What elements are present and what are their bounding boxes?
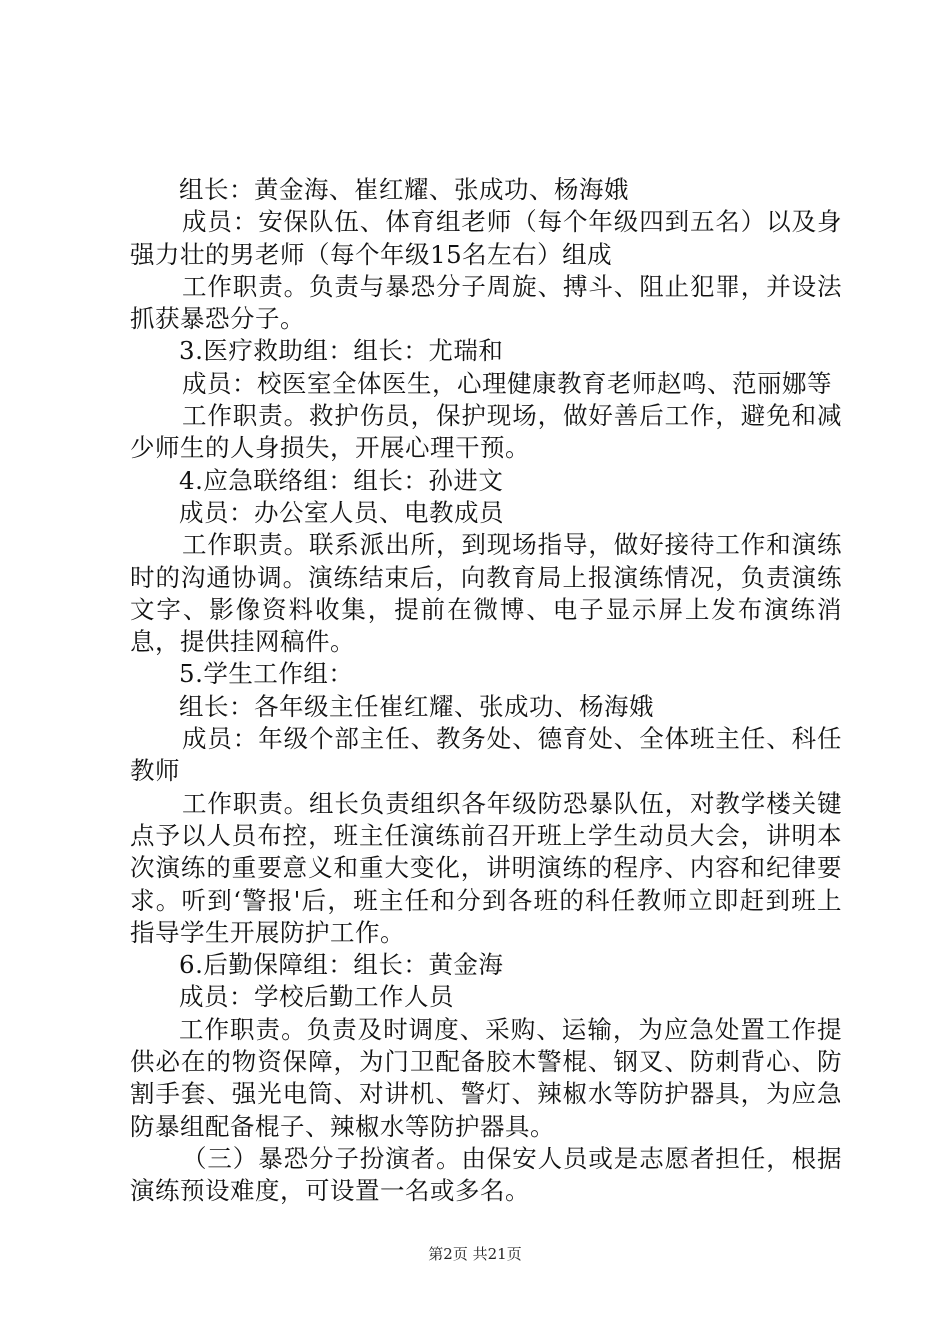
- paragraph-liaison-members: 成员：办公室人员、电教成员: [179, 497, 504, 527]
- paragraph-logistics-duties: 工作职责。负责及时调度、采购、运输，为应急处置工作提供必在的物资保障，为门卫配备胶木警棍、钢叉、防刺背心、防割手套、强光电筒、对讲机、警灯、辣椒水等防护器具，为应急防暴组配备棍子、辣椒水等防护器具。: [130, 1014, 842, 1141]
- paragraph-team-duties: 工作职责。负责与暴恐分子周旋、搏斗、阻止犯罪，并设法抓获暴恐分子。: [130, 271, 842, 334]
- paragraph-logistics-group: 6.后勤保障组：组长：黄金海: [179, 950, 504, 980]
- paragraph-medical-duties: 工作职责。救护伤员，保护现场，做好善后工作，避免和减少师生的人身损失，开展心理干预。: [130, 401, 842, 463]
- paragraph-liaison-duties: 工作职责。联系派出所，到现场指导，做好接待工作和演练时的沟通协调。演练结束后，向教育局上报演练情况，负责演练文字、影像资料收集，提前在微博、电子显示屏上发布演练消息，提供挂网稿件。: [130, 530, 842, 657]
- document-body: [130, 174, 842, 1208]
- paragraph-team-members: 成员：安保队伍、体育组老师（每个年级四到五名）以及身强力壮的男老师（每个年级15名左右）组成: [130, 207, 842, 269]
- paragraph-student-members: 成员：年级个部主任、教务处、德育处、全体班主任、科任教师: [130, 724, 842, 786]
- paragraph-medical-members: 成员：校医室全体医生，心理健康教育老师赵鸣、范丽娜等: [182, 368, 832, 398]
- paragraph-terrorist-role: （三）暴恐分子扮演者。由保安人员或是志愿者担任，根据演练预设难度，可设置一名或多名。: [130, 1143, 842, 1206]
- paragraph-logistics-members: 成员：学校后勤工作人员: [179, 982, 454, 1012]
- paragraph-team-leaders: 组长：黄金海、崔红耀、张成功、杨海娥: [179, 175, 629, 204]
- paragraph-liaison-group: 4.应急联络组：组长：孙进文: [179, 465, 504, 495]
- paragraph-student-duties: 工作职责。组长负责组织各年级防恐暴队伍，对教学楼关键点予以人员布控，班主任演练前召开班上学生动员大会，讲明本次演练的重要意义和重大变化，讲明演练的程序、内容和纪律要求。听到‘警报'后，班主任和分到各班的科任教师立即赶到班上指导学生开展防护工作。: [130, 788, 842, 947]
- page-number-label: 第2页 共21页: [428, 1245, 522, 1263]
- paragraph-student-leaders: 组长：各年级主任崔红耀、张成功、杨海娥: [179, 691, 654, 721]
- paragraph-medical-group: 3.医疗救助组：组长：尤瑞和: [179, 336, 504, 366]
- paragraph-student-group: 5.学生工作组：: [179, 659, 354, 689]
- page-footer: [0, 1243, 950, 1264]
